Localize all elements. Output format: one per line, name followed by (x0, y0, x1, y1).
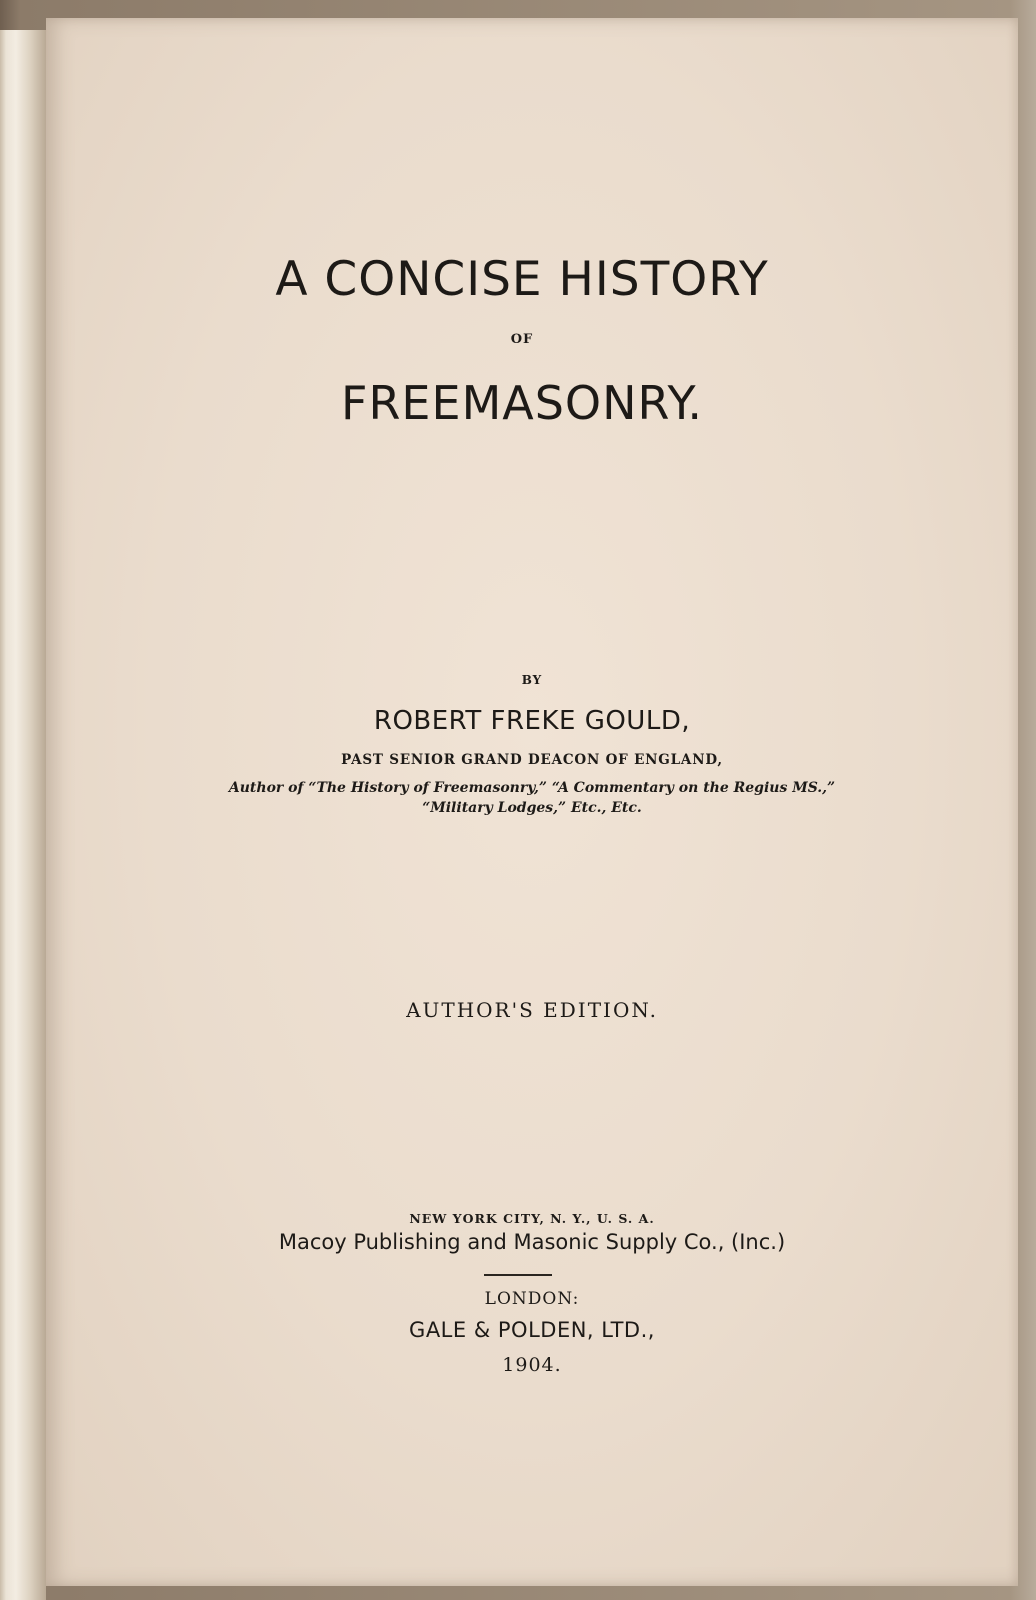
title-connector: OF (510, 332, 534, 347)
london-label: LONDON: (484, 1289, 580, 1309)
publication-city: NEW YORK CITY, N. Y., U. S. A. (409, 1211, 655, 1226)
book-title: A CONCISE HISTORY (275, 252, 769, 307)
edition-label: AUTHOR'S EDITION. (406, 998, 658, 1022)
by-line: BY (521, 673, 543, 687)
publisher-name: Macoy Publishing and Masonic Supply Co., (Inc.) (278, 1230, 786, 1254)
author-works-line-1: Author of “The History of Freemasonry,” “A Commentary on the Regius MS.,” (228, 780, 836, 796)
author-rank: PAST SENIOR GRAND DEACON OF ENGLAND, (341, 752, 723, 768)
author-works-line-2: “Military Lodges,” Etc., Etc. (422, 800, 642, 816)
publication-year: 1904. (502, 1354, 562, 1376)
divider-rule (484, 1274, 552, 1276)
author-name: ROBERT FREKE GOULD, (373, 706, 691, 736)
book-subject: FREEMASONRY. (341, 376, 703, 430)
title-page (46, 18, 1018, 1586)
london-publisher: GALE & POLDEN, LTD., (409, 1318, 655, 1342)
